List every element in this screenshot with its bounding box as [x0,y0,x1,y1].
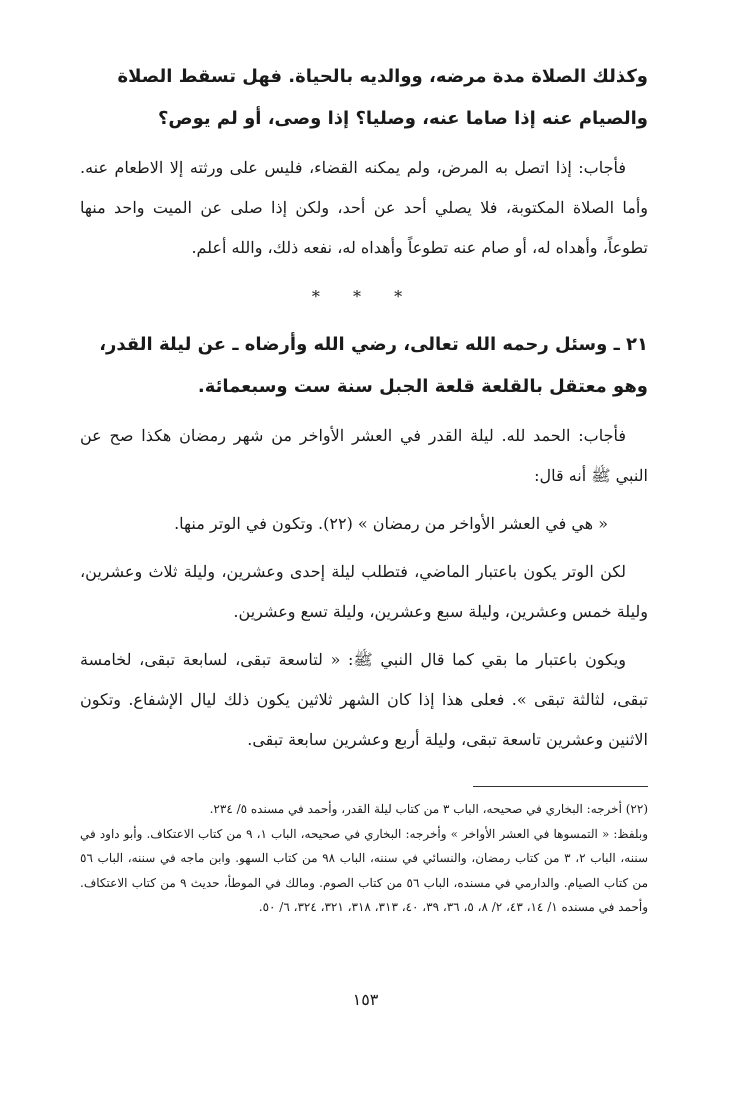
question-20-heading: وكذلك الصلاة مدة مرضه، ووالديه بالحياة. فهل تسقط الصلاة والصيام عنه إذا صاما عنه، وصليا؟ إذا وصى، أو لم يوص؟ [117,66,648,129]
hadith-quote: « هي في العشر الأواخر من رمضان » (٢٢). وتكون في الوتر منها. [174,514,608,533]
question-21-paragraph-3: ويكون باعتبار ما بقي كما قال النبي ﷺ: « لتاسعة تبقى، لسابعة تبقى، لخامسة تبقى، لثالثة تبقى ». فعلى هذا إذا كان الشهر ثلاثين يكون ذلك ليال الإشفاع. وتكون الاثنين وعشرين تاسعة تبقى، وليلة أربع وعشرين سابعة تبقى. [80,650,648,749]
footnote-22: (٢٢) أخرجه: البخاري في صحيحه، الباب ٣ من كتاب ليلة القدر، وأحمد في مسنده ٥/ ٢٣٤. [209,802,648,816]
section-separator: * * * [311,287,417,306]
footnote-22-continued: وبلفظ: « التمسوها في العشر الأواخر » وأخرجه: البخاري في صحيحه، الباب ١، ٩ من كتاب الاعتكاف. وأبو داود في سننه، الباب ٢، ٣ من كتاب رمضان، والنسائي في سننه، الباب ٩٨ من كتاب السهو. وابن ماجه في سننه، الباب ٥٦ من كتاب الصيام. والدارمي في مسنده، الباب ٥٦ من كتاب الصوم. ومالك في الموطأ، حديث ٩ من كتاب الاعتكاف. وأحمد في مسنده ١/ ١٤، ٤٣، ٢/ ٨، ٥، ٣٦، ٣٩، ٤٠، ٣١٣، ٣١٨، ٣٢١، ٣٢٤، ٦/ ٥٠. [80,826,649,914]
page-number: ١٥٣ [352,990,379,1009]
question-21-paragraph-2: لكن الوتر يكون باعتبار الماضي، فتطلب ليلة إحدى وعشرين، وليلة ثلاث وعشرين، وليلة خمس وعشرين، وليلة سبع وعشرين، وليلة تسع وعشرين. [80,562,648,621]
footnote-divider [473,786,648,787]
question-21-heading: ٢١ ـ وسئل رحمه الله تعالى، رضي الله وأرضاه ـ عن ليلة القدر، وهو معتقل بالقلعة قلعة الجبل سنة ست وسبعمائة. [99,334,648,397]
question-21-answer-intro: فأجاب: الحمد لله. ليلة القدر في العشر الأواخر من شهر رمضان هكذا صح عن النبي ﷺ أنه قال: [80,426,648,485]
footnotes [80,797,648,920]
question-20-answer: فأجاب: إذا اتصل به المرض، ولم يمكنه القضاء، فليس على ورثته إلا الاطعام عنه. وأما الصلاة المكتوبة، فلا يصلي أحد عن أحد، ولكن إذا صلى عن الميت واحد منها تطوعاً، وأهداه له، أو صام عنه تطوعاً وأهداه له، نفعه ذلك، والله أعلم. [80,158,648,257]
document-page [80,56,648,920]
